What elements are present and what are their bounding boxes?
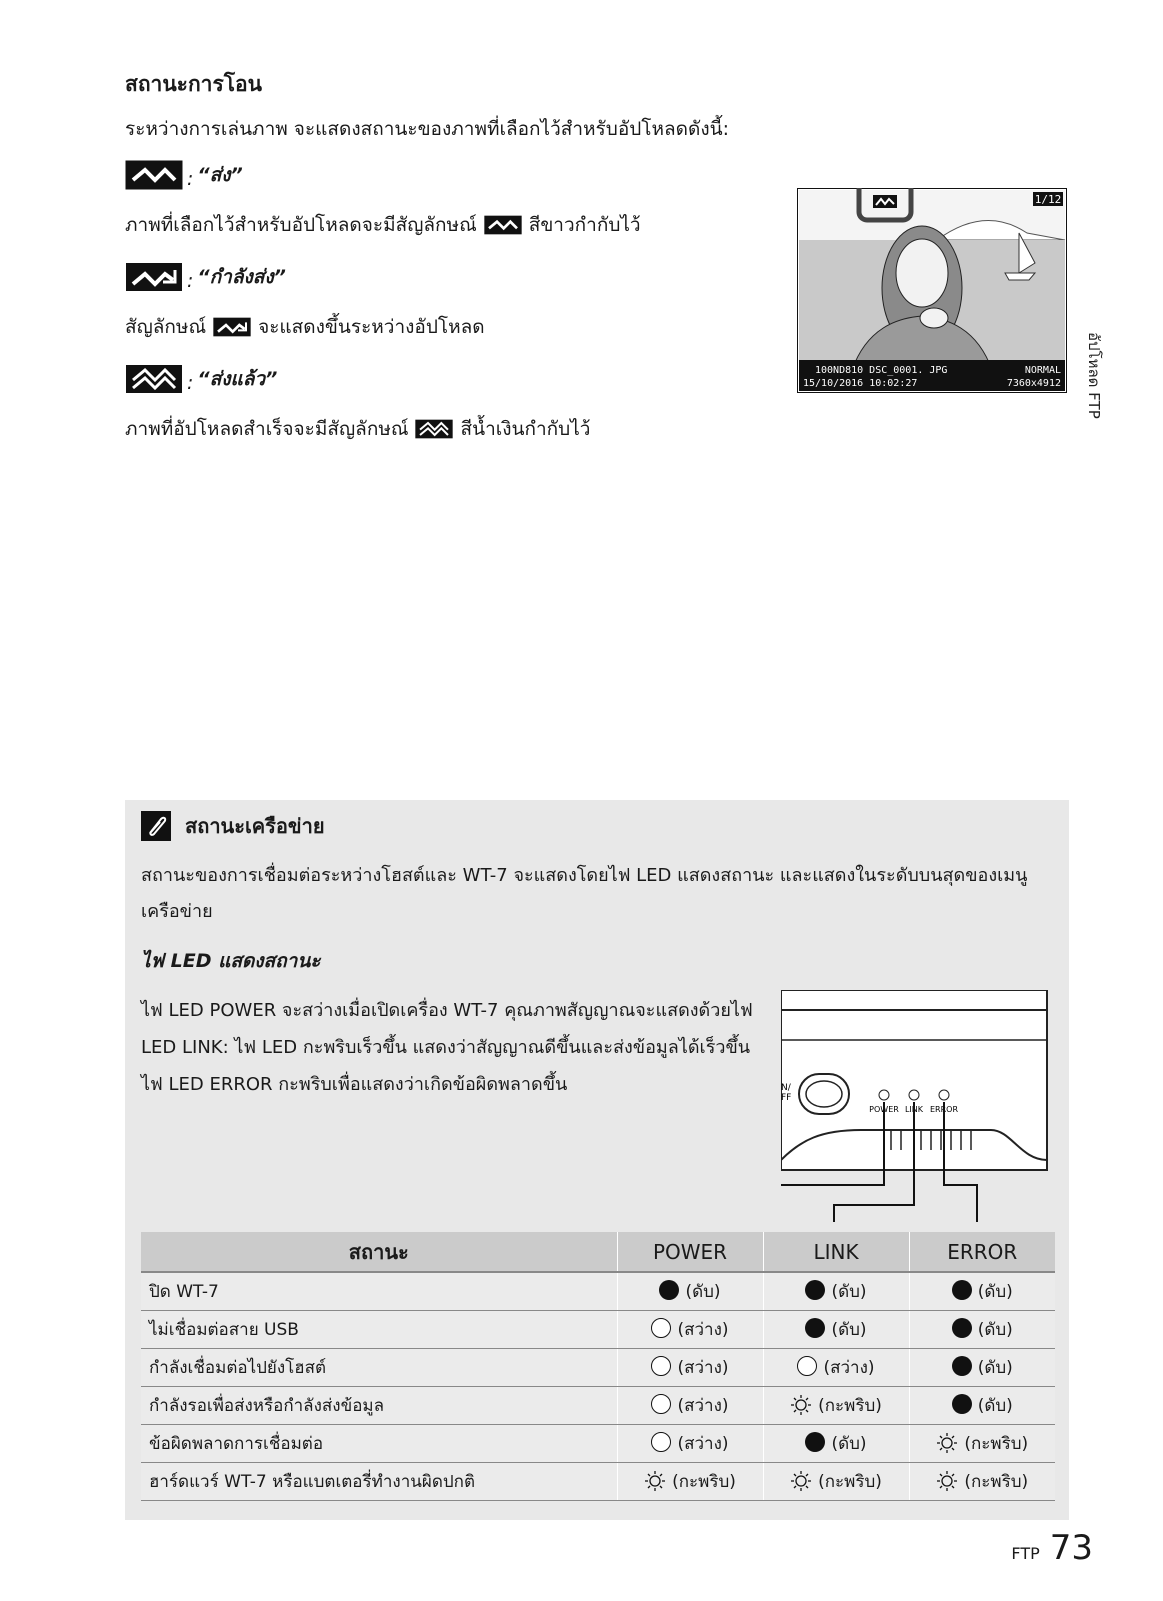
led-state-cell	[763, 1310, 909, 1348]
led-heading: ไฟ LED แสดงสถานะ	[141, 950, 321, 972]
led-state-text: (ดับ)	[977, 1319, 1013, 1340]
led-state-text: (ดับ)	[831, 1433, 867, 1454]
led-state-text: (สว่าง)	[677, 1319, 729, 1340]
lcd-frame-count: 1/12	[1034, 193, 1062, 206]
led-state-text: (สว่าง)	[823, 1357, 875, 1378]
table-row	[141, 1310, 1055, 1348]
led-state-text: (สว่าง)	[677, 1395, 729, 1416]
table-header-error: ERROR	[909, 1232, 1055, 1272]
lcd-folder-file: 100ND810 DSC_0001. JPG	[815, 365, 948, 376]
row-status-name: ข้อผิดพลาดการเชื่อมต่อ	[141, 1424, 617, 1462]
section-intro: ระหว่างการเล่นภาพ จะแสดงสถานะของภาพที่เลือกไว้สำหรับอัปโหลดดังนี้:	[125, 118, 730, 140]
led-off-icon	[952, 1280, 972, 1300]
table-header-status: สถานะ	[141, 1232, 617, 1272]
led-blink-icon	[936, 1470, 958, 1492]
sent-icon	[414, 419, 454, 439]
led-on-icon	[651, 1318, 671, 1338]
device-label-link: LINK	[904, 1105, 924, 1114]
led-body: ไฟ LED POWER จะสว่างเมื่อเปิดเครื่อง WT-7 คุณภาพสัญญาณจะแสดงด้วยไฟ LED LINK: ไฟ LED กะพริบเร็วขึ้น แสดงว่าสัญญาณดีขึ้นและส่งข้อมูลได้เร็วขึ้น ไฟ LED ERROR กะพริบเพื่อแสดงว่าเกิดข้อผิดพลาดขึ้น	[141, 1000, 753, 1095]
led-blink-icon	[790, 1394, 812, 1416]
led-state-cell	[763, 1424, 909, 1462]
led-state-cell	[763, 1348, 909, 1386]
note-icon	[141, 811, 171, 841]
led-state-cell	[763, 1386, 909, 1424]
led-state-cell	[617, 1272, 763, 1310]
sending-icon	[212, 317, 252, 337]
led-blink-icon	[936, 1432, 958, 1454]
send-icon	[483, 215, 523, 235]
led-state-text: (กะพริบ)	[672, 1471, 736, 1492]
led-off-icon	[805, 1318, 825, 1338]
led-state-cell	[763, 1462, 909, 1500]
led-state-text: (ดับ)	[831, 1281, 867, 1302]
camera-lcd-illustration	[797, 188, 1067, 393]
state-sending-desc-after: จะแสดงขึ้นระหว่างอัปโหลด	[258, 316, 485, 338]
led-state-cell	[617, 1462, 763, 1500]
led-state-text: (ดับ)	[977, 1281, 1013, 1302]
row-status-name: ปิด WT-7	[141, 1272, 617, 1310]
wt7-device-illustration	[781, 990, 1051, 1250]
led-state-cell	[909, 1424, 1055, 1462]
state-sending-desc-before: สัญลักษณ์	[125, 316, 207, 338]
led-state-text: (กะพริบ)	[818, 1471, 882, 1492]
side-tab: อัปโหลด FTP	[1085, 332, 1103, 419]
state-sent-desc-after: สีน้ำเงินกำกับไว้	[460, 418, 591, 440]
send-icon	[125, 160, 183, 190]
state-sent-desc	[125, 414, 590, 444]
led-blink-icon	[644, 1470, 666, 1492]
led-state-text: (กะพริบ)	[818, 1395, 882, 1416]
table-row	[141, 1424, 1055, 1462]
state-sent-label: “ส่งแล้ว”	[197, 368, 278, 390]
table-header-power: POWER	[617, 1232, 763, 1272]
sent-icon	[125, 364, 183, 394]
state-send-desc-after: สีขาวกำกับไว้	[528, 214, 641, 236]
note-title: สถานะเครือข่าย	[185, 814, 325, 838]
state-send-desc-before: ภาพที่เลือกไว้สำหรับอัปโหลดจะมีสัญลักษณ์	[125, 214, 477, 236]
footer-section: FTP	[1011, 1544, 1040, 1563]
row-status-name: ฮาร์ดแวร์ WT-7 หรือแบตเตอรี่ทำงานผิดปกติ	[141, 1462, 617, 1500]
led-state-cell	[909, 1310, 1055, 1348]
state-send-heading: : “ส่ง”	[125, 160, 243, 190]
table-row	[141, 1348, 1055, 1386]
led-state-text: (ดับ)	[831, 1319, 867, 1340]
led-off-icon	[952, 1356, 972, 1376]
row-status-name: ไม่เชื่อมต่อสาย USB	[141, 1310, 617, 1348]
led-state-cell	[909, 1462, 1055, 1500]
network-status-note	[125, 800, 1069, 1520]
note-body: สถานะของการเชื่อมต่อระหว่างโฮสต์และ WT-7 จะแสดงโดยไฟ LED แสดงสถานะ และแสดงในระดับบนสุดของเมนูเครือข่าย	[141, 865, 1028, 922]
led-state-text: (สว่าง)	[677, 1357, 729, 1378]
device-label-power: POWER	[869, 1105, 899, 1114]
led-state-cell	[617, 1348, 763, 1386]
led-off-icon	[952, 1394, 972, 1414]
page-number: 73	[1049, 1528, 1093, 1568]
led-state-cell	[617, 1424, 763, 1462]
led-state-text: (ดับ)	[685, 1281, 721, 1302]
led-state-cell	[909, 1272, 1055, 1310]
state-sending-label: “กำลังส่ง”	[197, 266, 286, 288]
led-off-icon	[659, 1280, 679, 1300]
page-footer	[1011, 1528, 1093, 1568]
led-off-icon	[805, 1432, 825, 1452]
led-on-icon	[651, 1356, 671, 1376]
device-switch-label: N/	[781, 1083, 791, 1093]
state-send-desc	[125, 210, 641, 240]
led-on-icon	[651, 1394, 671, 1414]
state-sent-desc-before: ภาพที่อัปโหลดสำเร็จจะมีสัญลักษณ์	[125, 418, 409, 440]
device-label-error: ERROR	[929, 1105, 959, 1114]
lcd-quality: NORMAL	[1024, 365, 1061, 376]
device-switch-label-2: FF	[781, 1093, 792, 1103]
row-status-name: กำลังรอเพื่อส่งหรือกำลังส่งข้อมูล	[141, 1386, 617, 1424]
led-state-cell	[617, 1310, 763, 1348]
sending-icon	[125, 262, 183, 292]
led-state-text: (กะพริบ)	[964, 1433, 1029, 1454]
led-blink-icon	[790, 1470, 812, 1492]
state-sending-desc	[125, 312, 485, 342]
led-state-text: (ดับ)	[977, 1395, 1013, 1416]
led-state-text: (กะพริบ)	[964, 1471, 1029, 1492]
row-status-name: กำลังเชื่อมต่อไปยังโฮสต์	[141, 1348, 617, 1386]
section-title: สถานะการโอน	[125, 72, 262, 96]
table-header-row	[141, 1232, 1055, 1272]
led-on-icon	[651, 1432, 671, 1452]
state-sent-heading: : “ส่งแล้ว”	[125, 364, 277, 394]
lcd-datetime: 15/10/2016 10:02:27	[803, 378, 918, 389]
led-state-cell	[763, 1272, 909, 1310]
led-state-cell	[909, 1386, 1055, 1424]
table-row	[141, 1272, 1055, 1310]
table-row	[141, 1386, 1055, 1424]
note-heading	[141, 810, 325, 842]
led-on-icon	[797, 1356, 817, 1376]
table-header-link: LINK	[763, 1232, 909, 1272]
state-sending-heading: : “กำลังส่ง”	[125, 262, 286, 292]
led-state-text: (ดับ)	[977, 1357, 1013, 1378]
led-state-cell	[909, 1348, 1055, 1386]
led-off-icon	[952, 1318, 972, 1338]
table-row	[141, 1462, 1055, 1500]
state-send-label: “ส่ง”	[197, 164, 243, 186]
led-off-icon	[805, 1280, 825, 1300]
led-status-table	[141, 1232, 1055, 1501]
led-state-text: (สว่าง)	[677, 1433, 729, 1454]
lcd-size: 7360x4912	[1006, 378, 1061, 389]
led-state-cell	[617, 1386, 763, 1424]
